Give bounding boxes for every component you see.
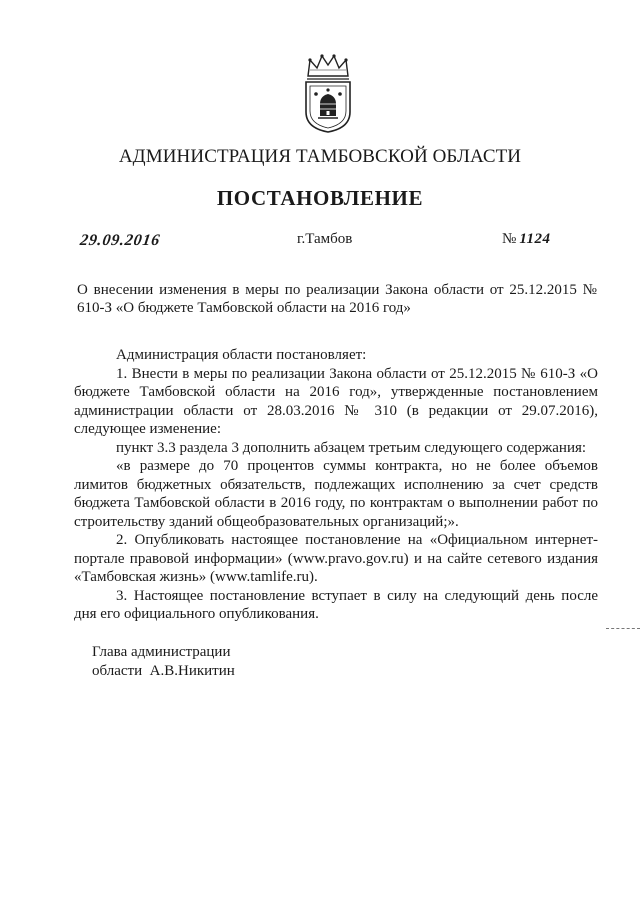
amendment-intro-paragraph: пункт 3.3 раздела 3 дополнить абзацем третьим следующего содержания: — [116, 439, 587, 456]
preamble-paragraph: Администрация области постановляет: — [116, 347, 367, 363]
clause-2-paragraph: 2. Опубликовать настоящее постановление на «Официальном интернет-портале правовой информации» (www.pravo.gov.ru) и на сайте сетевого издания «Тамбовская жизнь» (www.tamlife.ru). — [74, 532, 598, 585]
document-number-block — [502, 231, 551, 248]
clause-3-paragraph: 3. Настоящее постановление вступает в силу на следующий день после дня его официального опубликования. — [74, 587, 598, 622]
margin-mark — [606, 628, 640, 629]
document-type: ПОСТАНОВЛЕНИЕ — [216, 186, 424, 210]
signatory-position: Глава администрации — [92, 644, 231, 660]
number-prefix: № — [502, 231, 517, 247]
document-city: г.Тамбов — [297, 231, 353, 247]
document-body — [74, 346, 598, 624]
document-number: 1124 — [519, 231, 551, 247]
document-date: 29.09.2016 — [78, 232, 162, 249]
clause-1-paragraph: 1. Внести в меры по реализации Закона области от 25.12.2015 № 610-З «О бюджете Тамбовской области на 2016 год», утвержденные постановлением администрации области от 28.03.2016 № 310 (в редакции от 29.07.2016), следующее изменение: — [74, 365, 598, 437]
tambov-coat-of-arms-icon — [298, 52, 358, 134]
signatory-name: А.В.Никитин — [149, 663, 235, 679]
document-subject: О внесении изменения в меры по реализации Закона области от 25.12.2015 № 610-З «О бюджете Тамбовской области на 2016 год» — [77, 282, 597, 316]
signatory-position-cont: области — [92, 663, 143, 679]
signature-block — [92, 643, 235, 681]
organization-name: АДМИНИСТРАЦИЯ ТАМБОВСКОЙ ОБЛАСТИ — [118, 146, 522, 167]
amendment-text-paragraph: «в размере до 70 процентов суммы контракта, но не более объемов лимитов бюджетных обязательств, подлежащих исполнению за счет средств бюджета Тамбовской области в 2016 году, по контрактам о выполнении работ по строительству зданий общеобразовательных организаций;». — [74, 458, 598, 530]
